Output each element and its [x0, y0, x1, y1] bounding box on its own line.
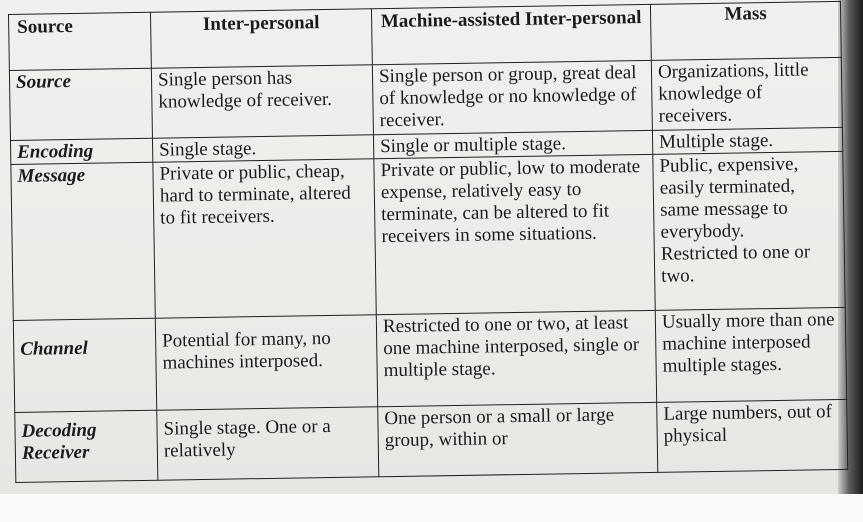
cell-mass: Multiple stage. — [652, 127, 842, 154]
row-label-channel: Channel — [13, 318, 156, 412]
table-row — [13, 307, 846, 412]
row-label-source: Source — [9, 68, 152, 140]
cell-interpersonal: Single stage. One or a relatively — [157, 407, 379, 480]
cell-machine-assisted: Single person or group, great deal of knowledge or no knowledge of receiver. — [372, 60, 652, 134]
cell-mass-extra: Restricted to one or two. — [660, 241, 811, 287]
table-row — [9, 57, 842, 140]
table-row — [15, 399, 848, 482]
header-mass: Mass — [650, 1, 841, 60]
header-source: Source — [9, 12, 152, 70]
cell-mass — [653, 151, 845, 310]
cell-mass: Organizations, little knowledge of receivers. — [651, 57, 842, 130]
table-row — [11, 151, 845, 320]
cell-mass: Usually more than one machine interposed multiple stages. — [655, 307, 846, 402]
cell-machine-assisted: Restricted to one or two, at least one machine interposed, single or multiple stage. — [376, 310, 656, 406]
cell-interpersonal: Private or public, cheap, hard to terminate, altered to fit receivers. — [153, 159, 376, 318]
cell-mass-text: Public, expensive, easily terminated, same message to everybody. — [659, 153, 799, 243]
header-machine-assisted: Machine-assisted Inter-personal — [371, 4, 651, 64]
row-label-encoding: Encoding — [10, 138, 152, 164]
cell-machine-assisted: Single or multiple stage. — [373, 130, 652, 158]
cell-machine-assisted: One person or a small or large group, within or — [378, 402, 658, 476]
cell-interpersonal: Potential for many, no machines interposed. — [155, 315, 377, 410]
cell-interpersonal: Single person has knowledge of receiver. — [151, 65, 373, 138]
header-interpersonal: Inter-personal — [150, 9, 372, 68]
row-label-message: Message — [11, 162, 155, 320]
cell-interpersonal: Single stage. — [152, 135, 373, 162]
communication-comparison-table — [8, 1, 848, 483]
cell-mass: Large numbers, out of physical — [657, 399, 848, 472]
cell-machine-assisted: Private or public, low to moderate expense, relatively easy to terminate, can be altered to fit receivers in some situations. — [374, 154, 655, 314]
row-label-decoding-receiver: Decoding Receiver — [15, 410, 158, 482]
page-bottom-margin — [0, 494, 863, 522]
